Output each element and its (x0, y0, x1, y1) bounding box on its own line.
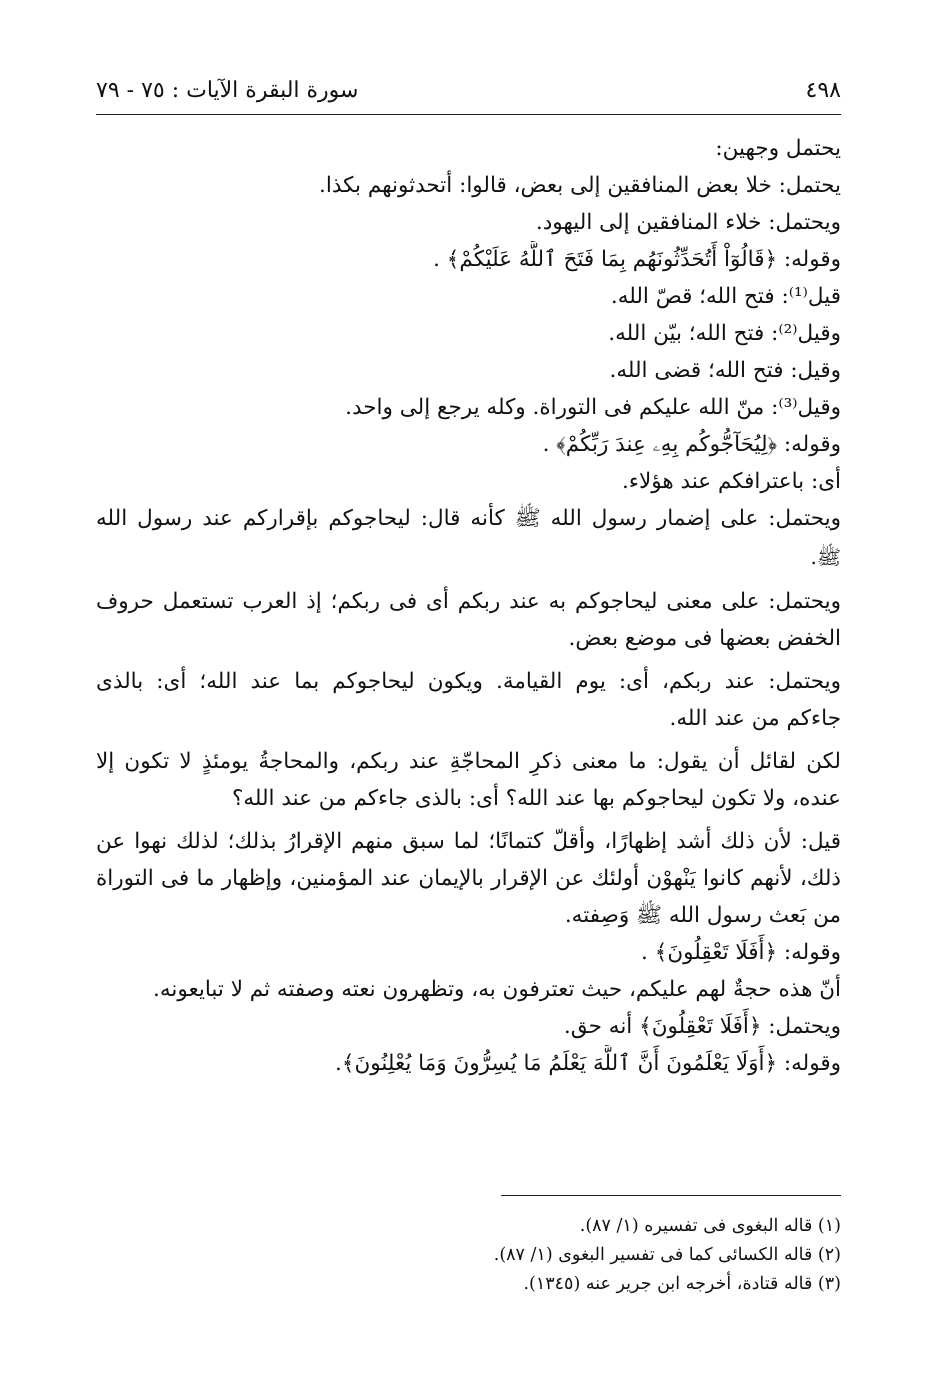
footnote-item: (٣) قاله قتادة، أخرجه ابن جرير عنه (١٣٤٥). (523, 1274, 841, 1294)
footnote-separator (501, 1195, 841, 1196)
text-line: ﷺ. (810, 545, 841, 569)
text-line: وقيل⁽²⁾: فتح الله؛ بيّن الله. (608, 321, 841, 346)
text-line: من بَعث رسول الله ﷺ وَصِفته. (564, 903, 841, 928)
text-line: يحتمل: خلا بعض المنافقين إلى بعض، قالوا: أتحدثونهم بكذا. (319, 173, 841, 198)
text-line: ويحتمل: على إضمار رسول الله ﷺ كأنه قال: ليحاجوكم بإقراركم عند رسول الله (96, 506, 841, 531)
text-line: وقيل: فتح الله؛ قضى الله. (609, 358, 841, 383)
footnotes-section (96, 1195, 841, 1299)
text-line: ويحتمل: عند ربكم، أى: يوم القيامة. ويكون ليحاجوكم بما عند الله؛ أى: بالذى (96, 669, 841, 694)
text-line: قيل: لأن ذلك أشد إظهارًا، وأقلّ كتمانًا؛ لما سبق منهم الإقرارُ بذلك؛ لذلك نهوا عن (96, 829, 841, 854)
text-line: وقوله: ﴿قَالُوٓاْ أَتُحَدِّثُونَهُم بِمَا فَتَحَ ٱللَّهُ عَلَيْكُمْ﴾ . (433, 247, 841, 272)
footnote-item: (٢) قاله الكسائى كما فى تفسير البغوى (١/ ٨٧). (493, 1245, 841, 1265)
page-number: ٤٩٨ (805, 78, 841, 103)
text-line: الخفض بعضها فى موضع بعض. (568, 626, 841, 651)
text-line: وقوله: ﴿لِيُحَآجُّوكُم بِهِۦ عِندَ رَبِّكُمْ﴾ . (542, 432, 841, 457)
text-line: ويحتمل: على معنى ليحاجوكم به عند ربكم أى فى ربكم؛ إذ العرب تستعمل حروف (96, 589, 841, 614)
footnote-list (96, 1212, 841, 1299)
text-line: جاءكم من عند الله. (669, 706, 841, 731)
text-line: ويحتمل: ﴿أَفَلَا تَعْقِلُونَ﴾ أنه حق. (563, 1014, 841, 1039)
running-title: سورة البقرة الآيات : ٧٥ - ٧٩ (96, 78, 359, 103)
book-page (96, 0, 841, 1386)
text-line: عنده، ولا تكون ليحاجوكم بها عند الله؟ أى: بالذى جاءكم من عند الله؟ (231, 786, 841, 811)
running-header (96, 74, 841, 115)
text-line: أى: باعترافكم عند هؤلاء. (622, 469, 841, 494)
text-line: لكن لقائل أن يقول: ما معنى ذكرِ المحاجّةِ عند ربكم، والمحاجةُ يومئذٍ لا تكون إلا (96, 749, 841, 774)
text-line: ذلك، لأنهم كانوا يَنْهوْن أولئك عن الإقرار بالإيمان عند المؤمنين، وإظهار ما فى التوراة (96, 866, 841, 891)
text-line: وقوله: ﴿أَفَلَا تَعْقِلُونَ﴾ . (641, 940, 841, 965)
text-line: ويحتمل: خلاء المنافقين إلى اليهود. (535, 210, 841, 235)
text-line: وقيل⁽³⁾: منّ الله عليكم فى التوراة. وكله يرجع إلى واحد. (345, 395, 841, 420)
main-text (96, 130, 841, 1082)
text-line: وقوله: ﴿أَوَلَا يَعْلَمُونَ أَنَّ ٱللَّهَ يَعْلَمُ مَا يُسِرُّونَ وَمَا يُعْلِنُونَ﴾. (335, 1051, 841, 1076)
text-line: قيل⁽¹⁾: فتح الله؛ قصّ الله. (610, 284, 841, 309)
text-line: يحتمل وجهين: (715, 136, 841, 161)
text-line: أنّ هذه حجةٌ لهم عليكم، حيث تعترفون به، وتظهرون نعته وصفته ثم لا تبايعونه. (153, 977, 841, 1002)
footnote-item: (١) قاله البغوى فى تفسيره (١/ ٨٧). (579, 1216, 841, 1236)
